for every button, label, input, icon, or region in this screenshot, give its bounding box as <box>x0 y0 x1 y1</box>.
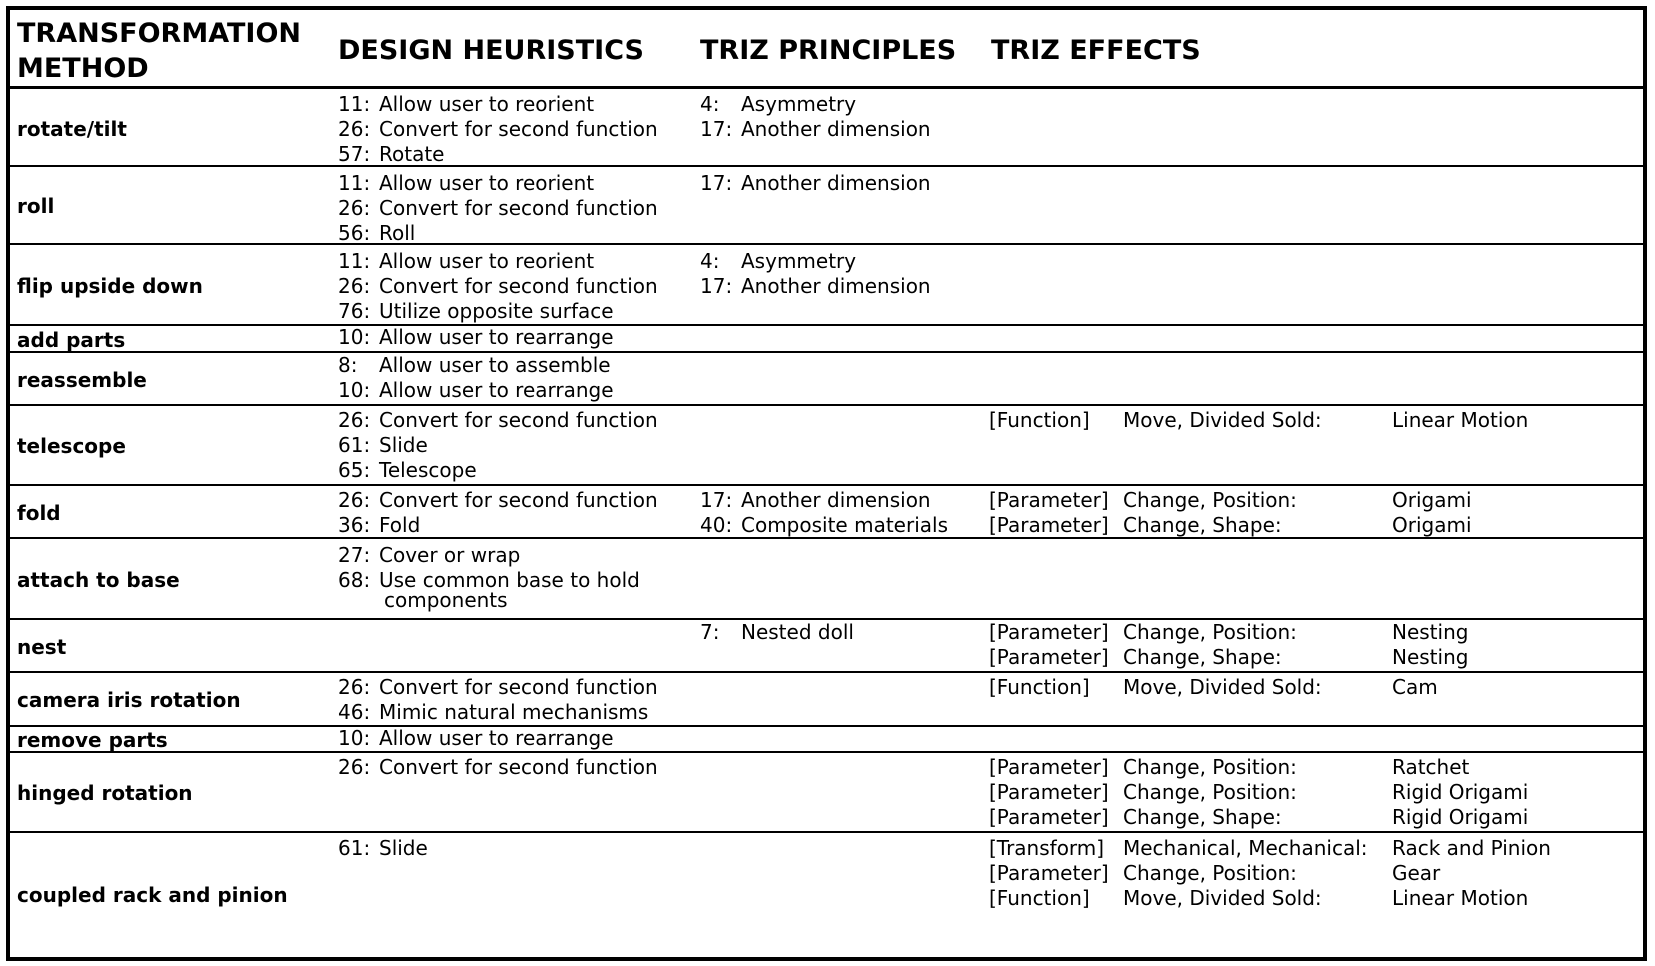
method-cell: nest <box>17 634 67 659</box>
method-cell: rotate/tilt <box>17 116 127 141</box>
effect-type: [Parameter] <box>989 488 1109 512</box>
principle-number: 17: <box>700 488 733 512</box>
transformation-table <box>6 6 1647 961</box>
method-cell: roll <box>17 194 55 218</box>
principle-label: Another dimension <box>741 274 931 298</box>
effect-description: Move, Divided Sold: <box>1123 886 1322 910</box>
table-row <box>10 671 1643 725</box>
effect-name: Nesting <box>1392 620 1469 644</box>
method-cell: attach to base <box>17 567 180 592</box>
effect-type: [Parameter] <box>989 645 1109 669</box>
effect-type: [Parameter] <box>989 780 1109 804</box>
heuristic-label: Convert for second function <box>379 196 658 220</box>
effect-name: Origami <box>1392 488 1472 512</box>
heuristic-label: Convert for second function <box>379 117 658 141</box>
heuristic-label: Allow user to reorient <box>379 171 595 195</box>
effect-name: Rack and Pinion <box>1392 836 1551 860</box>
heuristic-number: 27: <box>338 543 371 567</box>
effect-name: Ratchet <box>1392 755 1470 779</box>
heuristic-label: Fold <box>379 513 421 537</box>
heuristic-label: Telescope <box>379 458 477 482</box>
principle-label: Nested doll <box>741 620 854 644</box>
heuristic-number: 76: <box>338 299 371 323</box>
principle-label: Another dimension <box>741 171 931 195</box>
heuristic-number: 26: <box>338 408 371 432</box>
effect-name: Gear <box>1392 861 1441 885</box>
table-row <box>10 831 1643 955</box>
heuristic-number: 26: <box>338 675 371 699</box>
header-triz-effects: TRIZ EFFECTS <box>991 35 1201 66</box>
heuristic-label: Convert for second function <box>379 408 658 432</box>
principle-number: 7: <box>700 620 720 644</box>
heuristic-label: Slide <box>379 836 428 860</box>
effect-name: Linear Motion <box>1392 408 1529 432</box>
header-method-line2: METHOD <box>17 53 149 84</box>
table-row <box>10 324 1643 351</box>
heuristic-label: Rotate <box>379 142 445 166</box>
heuristic-number: 26: <box>338 196 371 220</box>
effect-description: Change, Shape: <box>1123 645 1282 669</box>
effect-description: Change, Position: <box>1123 488 1297 512</box>
table-row <box>10 351 1643 404</box>
table-row <box>10 484 1643 537</box>
heuristic-label: Allow user to rearrange <box>379 726 614 750</box>
effect-description: Change, Position: <box>1123 620 1297 644</box>
heuristic-number: 26: <box>338 755 371 779</box>
principle-number: 17: <box>700 117 733 141</box>
effect-description: Move, Divided Sold: <box>1123 408 1322 432</box>
heuristic-number: 10: <box>338 325 371 349</box>
effect-description: Change, Position: <box>1123 755 1297 779</box>
method-cell: flip upside down <box>17 273 203 298</box>
heuristic-number: 61: <box>338 433 371 457</box>
heuristic-number: 57: <box>338 142 371 166</box>
effect-type: [Parameter] <box>989 755 1109 779</box>
table-row <box>10 165 1643 243</box>
heuristic-number: 11: <box>338 92 371 116</box>
heuristic-number: 11: <box>338 249 371 273</box>
method-cell: coupled rack and pinion <box>17 883 288 907</box>
principle-number: 4: <box>700 92 720 116</box>
method-cell: add parts <box>17 327 126 352</box>
table-row <box>10 725 1643 751</box>
table-row <box>10 404 1643 484</box>
heuristic-label: Roll <box>379 221 416 245</box>
heuristic-number: 11: <box>338 171 371 195</box>
effect-name: Nesting <box>1392 645 1469 669</box>
effect-name: Linear Motion <box>1392 886 1529 910</box>
heuristic-label: Mimic natural mechanisms <box>379 700 649 724</box>
effect-description: Mechanical, Mechanical: <box>1123 836 1368 860</box>
heuristic-number: 10: <box>338 378 371 402</box>
heuristic-label: Convert for second function <box>379 488 658 512</box>
effect-name: Cam <box>1392 675 1438 699</box>
principle-label: Composite materials <box>741 513 948 537</box>
effect-name: Rigid Origami <box>1392 805 1529 829</box>
effect-description: Change, Shape: <box>1123 805 1282 829</box>
table-row <box>10 243 1643 324</box>
heuristic-number: 8: <box>338 353 358 377</box>
heuristic-label: components <box>384 588 508 612</box>
heuristic-number: 26: <box>338 117 371 141</box>
heuristic-label: Slide <box>379 433 428 457</box>
header-design-heuristics: DESIGN HEURISTICS <box>338 35 644 66</box>
principle-label: Another dimension <box>741 488 931 512</box>
principle-number: 17: <box>700 274 733 298</box>
table-row <box>10 86 1643 165</box>
heuristic-label: Allow user to reorient <box>379 92 595 116</box>
effect-description: Change, Shape: <box>1123 513 1282 537</box>
principle-label: Another dimension <box>741 117 931 141</box>
heuristic-label: Use common base to hold <box>379 568 640 592</box>
heuristic-label: Allow user to rearrange <box>379 378 614 402</box>
method-cell: telescope <box>17 434 126 458</box>
table-row <box>10 751 1643 831</box>
heuristic-label: Allow user to reorient <box>379 249 595 273</box>
heuristic-label: Utilize opposite surface <box>379 299 614 323</box>
effect-name: Origami <box>1392 513 1472 537</box>
effect-type: [Parameter] <box>989 620 1109 644</box>
heuristic-number: 26: <box>338 274 371 298</box>
principle-number: 4: <box>700 249 720 273</box>
heuristic-label: Convert for second function <box>379 675 658 699</box>
effect-description: Change, Position: <box>1123 861 1297 885</box>
heuristic-number: 61: <box>338 836 371 860</box>
effect-type: [Parameter] <box>989 805 1109 829</box>
method-cell: remove parts <box>17 728 168 752</box>
heuristic-label: Convert for second function <box>379 755 658 779</box>
heuristic-number: 46: <box>338 700 371 724</box>
method-cell: reassemble <box>17 367 147 392</box>
table-row <box>10 537 1643 618</box>
effect-description: Move, Divided Sold: <box>1123 675 1322 699</box>
effect-type: [Function] <box>989 675 1090 699</box>
effect-name: Rigid Origami <box>1392 780 1529 804</box>
method-cell: camera iris rotation <box>17 688 241 712</box>
principle-number: 40: <box>700 513 733 537</box>
heuristic-label: Allow user to rearrange <box>379 325 614 349</box>
principle-label: Asymmetry <box>741 92 857 116</box>
heuristic-number: 65: <box>338 458 371 482</box>
heuristic-number: 68: <box>338 568 371 592</box>
principle-number: 17: <box>700 171 733 195</box>
heuristic-label: Convert for second function <box>379 274 658 298</box>
effect-type: [Parameter] <box>989 861 1109 885</box>
heuristic-label: Allow user to assemble <box>379 353 611 377</box>
effect-type: [Transform] <box>989 836 1105 860</box>
effect-type: [Function] <box>989 408 1090 432</box>
heuristic-number: 26: <box>338 488 371 512</box>
heuristic-number: 10: <box>338 726 371 750</box>
heuristic-label: Cover or wrap <box>379 543 521 567</box>
table-row <box>10 618 1643 671</box>
effect-type: [Parameter] <box>989 513 1109 537</box>
effect-type: [Function] <box>989 886 1090 910</box>
header-method-line1: TRANSFORMATION <box>17 18 302 49</box>
effect-description: Change, Position: <box>1123 780 1297 804</box>
method-cell: fold <box>17 500 61 525</box>
principle-label: Asymmetry <box>741 249 857 273</box>
header-triz-principles: TRIZ PRINCIPLES <box>700 35 957 66</box>
heuristic-number: 56: <box>338 221 371 245</box>
heuristic-number: 36: <box>338 513 371 537</box>
method-cell: hinged rotation <box>17 781 193 805</box>
